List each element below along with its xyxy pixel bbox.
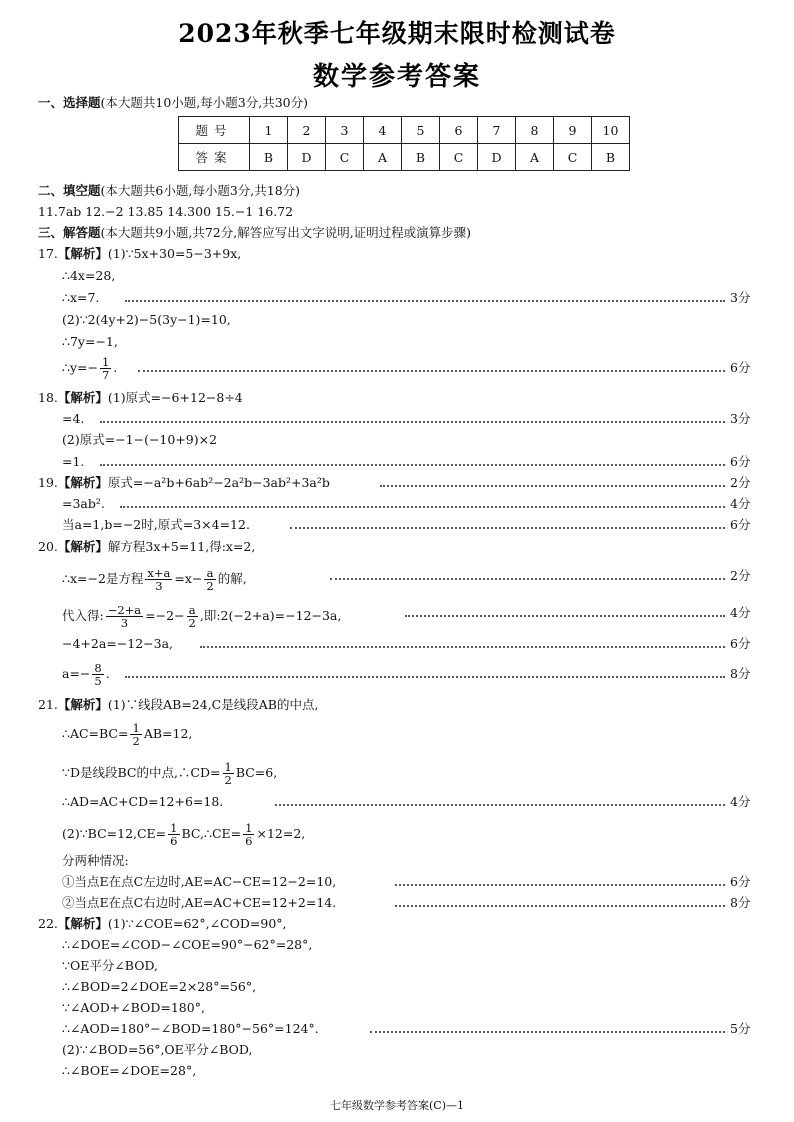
fraction: $\frac{1}{2}$ (224, 760, 232, 787)
q21-line-6: 分两种情况: (62, 853, 129, 868)
fraction: $\frac{a}{2}$ (188, 603, 196, 630)
q17-line-1: 17.【解析】(1)∵5x+30=5−3+9x, (38, 246, 242, 261)
q17-line-4: (2)∵2(4y+2)−5(3y−1)=10, (62, 312, 231, 327)
score-mark: 4分 (730, 496, 751, 511)
table-cell: 10 (592, 117, 630, 144)
q22-line-6: ∴∠AOD=180°−∠BOD=180°−56°=124°. (62, 1021, 319, 1036)
q22-line-3: ∵OE平分∠BOD, (62, 958, 159, 973)
q22-line-5: ∵∠AOD+∠BOD=180°, (62, 1000, 205, 1015)
section3-heading: 三、解答题(本大题共9小题,共72分,解答应写出文字说明,证明过程或演算步骤) (38, 225, 472, 240)
score-mark: 6分 (730, 454, 751, 469)
q21-line-4: ∴AD=AC+CD=12+6=18. (62, 794, 224, 809)
score-mark: 4分 (730, 794, 751, 809)
dot-leader (395, 884, 725, 886)
q21-line-8: ②当点E在点C右边时,AE=AC+CE=12+2=14. (62, 895, 337, 910)
score-mark: 4分 (730, 605, 751, 620)
page-footer: 七年级数学参考答案(C)—1 (330, 1099, 464, 1112)
q21-line-3: ∵D是线段BC的中点,∴CD= $\frac{1}{2}$ BC=6, (62, 760, 278, 787)
dot-leader (275, 804, 725, 806)
q22-line-8: ∴∠BOE=∠DOE=28°, (62, 1063, 197, 1078)
table-cell: 3 (326, 117, 364, 144)
score-mark: 3分 (730, 290, 751, 305)
fraction: $\frac{x+a}{3}$ (147, 566, 171, 593)
table-cell: 2 (288, 117, 326, 144)
q20-line-4: −4+2a=−12−3a, (62, 636, 174, 651)
table-cell: B (592, 144, 630, 171)
table-cell: 9 (554, 117, 592, 144)
table-cell: C (326, 144, 364, 171)
table-cell: D (478, 144, 516, 171)
dot-leader (125, 300, 725, 302)
fraction: $\frac{1}{7}$ (101, 355, 110, 382)
table-row-answers (179, 144, 630, 171)
fraction: $\frac{a}{2}$ (206, 566, 214, 593)
fraction: $\frac{1}{6}$ (170, 821, 178, 848)
dot-leader (120, 506, 725, 508)
q21-line-2: ∴AC=BC= $\frac{1}{2}$ AB=12, (62, 721, 193, 748)
dot-leader (100, 464, 725, 466)
score-mark: 6分 (730, 874, 751, 889)
table-cell: B (402, 144, 440, 171)
dot-leader (330, 578, 725, 580)
score-mark: 6分 (730, 360, 751, 375)
score-mark: 6分 (730, 636, 751, 651)
q19-line-2: =3ab². (62, 496, 105, 511)
page-subtitle: 数学参考答案 (312, 62, 481, 92)
dot-leader (405, 615, 725, 617)
table-row-numbers (179, 117, 630, 144)
table-cell: D (288, 144, 326, 171)
score-mark: 8分 (730, 895, 751, 910)
score-mark: 3分 (730, 411, 751, 426)
dot-leader (370, 1031, 725, 1033)
table-cell: C (440, 144, 478, 171)
q22-line-2: ∴∠DOE=∠COD−∠COE=90°−62°=28°, (62, 937, 313, 952)
q20-line-3: 代入得: $\frac{-2+a}{3}$ =−2− $\frac{a}{2}$ ,即:2(−2+a)=−12−3a, (62, 603, 342, 630)
fraction: $\frac{-2+a}{3}$ (107, 603, 142, 630)
score-mark: 5分 (730, 1021, 751, 1036)
q19-line-1: 19.【解析】原式=−a²b+6ab²−2a²b−3ab²+3a²b (38, 475, 330, 490)
fraction: $\frac{8}{5}$ (94, 661, 102, 688)
page-title: 2023年秋季七年级期末限时检测试卷 (178, 19, 616, 48)
table-cell: 5 (402, 117, 440, 144)
score-mark: 6分 (730, 517, 751, 532)
dot-leader (395, 905, 725, 907)
dot-leader (200, 646, 725, 648)
row-label-question: 题号 (179, 117, 250, 144)
q20-line-2: ∴x=−2是方程 $\frac{x+a}{3}$ =x− $\frac{a}{2}$ 的解, (62, 566, 247, 593)
table-cell: 4 (364, 117, 402, 144)
q17-line-5: ∴7y=−1, (62, 334, 118, 349)
table-cell: 8 (516, 117, 554, 144)
q22-line-7: (2)∵∠BOD=56°,OE平分∠BOD, (62, 1042, 253, 1057)
q17-line-2: ∴4x=28, (62, 268, 116, 283)
q17-line-3: ∴x=7. (62, 290, 100, 305)
table-cell: A (364, 144, 402, 171)
q22-line-1: 22.【解析】(1)∵∠COE=62°,∠COD=90°, (38, 916, 287, 931)
section2-answers: 11.7ab 12.−2 13.85 14.300 15.−1 16.72 (38, 204, 294, 219)
section2-heading: 二、填空题(本大题共6小题,每小题3分,共18分) (38, 183, 301, 198)
dot-leader (380, 485, 725, 487)
dot-leader (100, 421, 725, 423)
score-mark: 2分 (730, 568, 751, 583)
table-cell: 6 (440, 117, 478, 144)
table-cell: B (250, 144, 288, 171)
q18-line-1: 18.【解析】(1)原式=−6+12−8÷4 (38, 390, 243, 405)
q22-line-4: ∴∠BOD=2∠DOE=2×28°=56°, (62, 979, 257, 994)
q21-line-1: 21.【解析】(1)∵线段AB=24,C是线段AB的中点, (38, 697, 319, 712)
table-cell: A (516, 144, 554, 171)
fraction: $\frac{1}{6}$ (245, 821, 253, 848)
row-label-answer: 答案 (179, 144, 250, 171)
score-mark: 2分 (730, 475, 751, 490)
q17-line-6: ∴y=− $\frac{1}{7}$ . (62, 355, 118, 382)
q20-line-5: a=− $\frac{8}{5}$ . (62, 661, 110, 688)
q21-line-5: (2)∵BC=12,CE= $\frac{1}{6}$ BC,∴CE= $\frac{1}{6}$ ×12=2, (62, 821, 306, 848)
q21-line-7: ①当点E在点C左边时,AE=AC−CE=12−2=10, (62, 874, 337, 889)
dot-leader (290, 527, 725, 529)
q20-line-1: 20.【解析】解方程3x+5=11,得:x=2, (38, 539, 256, 554)
table-cell: C (554, 144, 592, 171)
section1-heading: 一、选择题(本大题共10小题,每小题3分,共30分) (38, 95, 308, 110)
dot-leader (138, 370, 725, 372)
score-mark: 8分 (730, 666, 751, 681)
q18-line-3: (2)原式=−1−(−10+9)×2 (62, 432, 218, 447)
table-cell: 1 (250, 117, 288, 144)
q18-line-2: =4. (62, 411, 85, 426)
q19-line-3: 当a=1,b=−2时,原式=3×4=12. (62, 517, 250, 532)
q18-line-4: =1. (62, 454, 85, 469)
dot-leader (125, 676, 725, 678)
fraction: $\frac{1}{2}$ (132, 721, 140, 748)
answer-table (178, 116, 630, 171)
table-cell: 7 (478, 117, 516, 144)
